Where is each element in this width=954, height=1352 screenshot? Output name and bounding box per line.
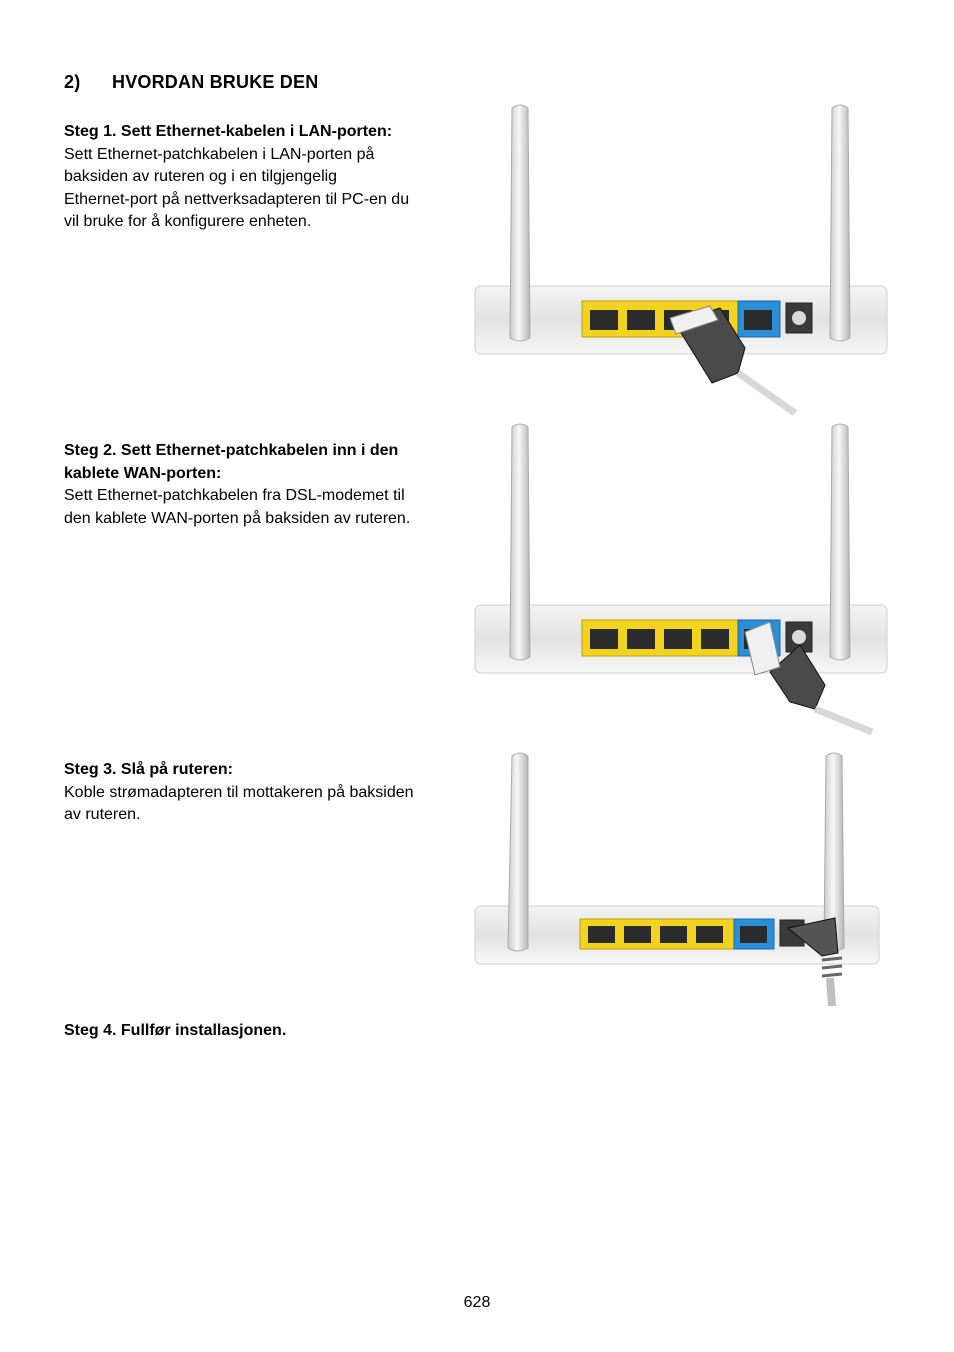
step-4 bbox=[64, 1020, 464, 1043]
step-3-line: Koble strømadapteren til mottakeren på baksiden bbox=[64, 783, 414, 801]
step-1-line: baksiden av ruteren og i en tilgjengelig bbox=[64, 168, 338, 185]
step-3 bbox=[64, 759, 464, 827]
step-2-title: Steg 2. Sett Ethernet-patchkabelen inn i den bbox=[64, 442, 399, 459]
step-1-line: Sett Ethernet-patchkabelen i LAN-porten på bbox=[64, 145, 375, 163]
step-1 bbox=[64, 121, 464, 234]
step-1-line: Ethernet-port på nettverksadapteren til PC-en du bbox=[64, 190, 410, 208]
router-power-illustration bbox=[470, 748, 890, 1010]
step-1-title: Steg 1. Sett Ethernet-kabelen i LAN-porten: bbox=[64, 123, 393, 140]
step-2 bbox=[64, 440, 464, 530]
section-heading bbox=[64, 72, 318, 93]
section-number: 2) bbox=[64, 72, 81, 92]
step-2-line: den kablete WAN-porten på baksiden av ruteren. bbox=[64, 509, 411, 527]
step-2-title: kablete WAN-porten: bbox=[64, 464, 222, 482]
page-number: 628 bbox=[463, 1294, 491, 1311]
step-3-line: av ruteren. bbox=[64, 806, 141, 823]
router-wan-illustration bbox=[470, 417, 890, 737]
step-2-line: Sett Ethernet-patchkabelen fra DSL-modemet til bbox=[64, 487, 405, 504]
step-4-title: Steg 4. Fullfør installasjonen. bbox=[64, 1022, 287, 1039]
router-lan-illustration bbox=[470, 98, 890, 418]
section-title: HVORDAN BRUKE DEN bbox=[112, 72, 319, 92]
step-3-title: Steg 3. Slå på ruteren: bbox=[64, 761, 233, 778]
step-1-line: vil bruke for å konfigurere enheten. bbox=[64, 213, 312, 230]
